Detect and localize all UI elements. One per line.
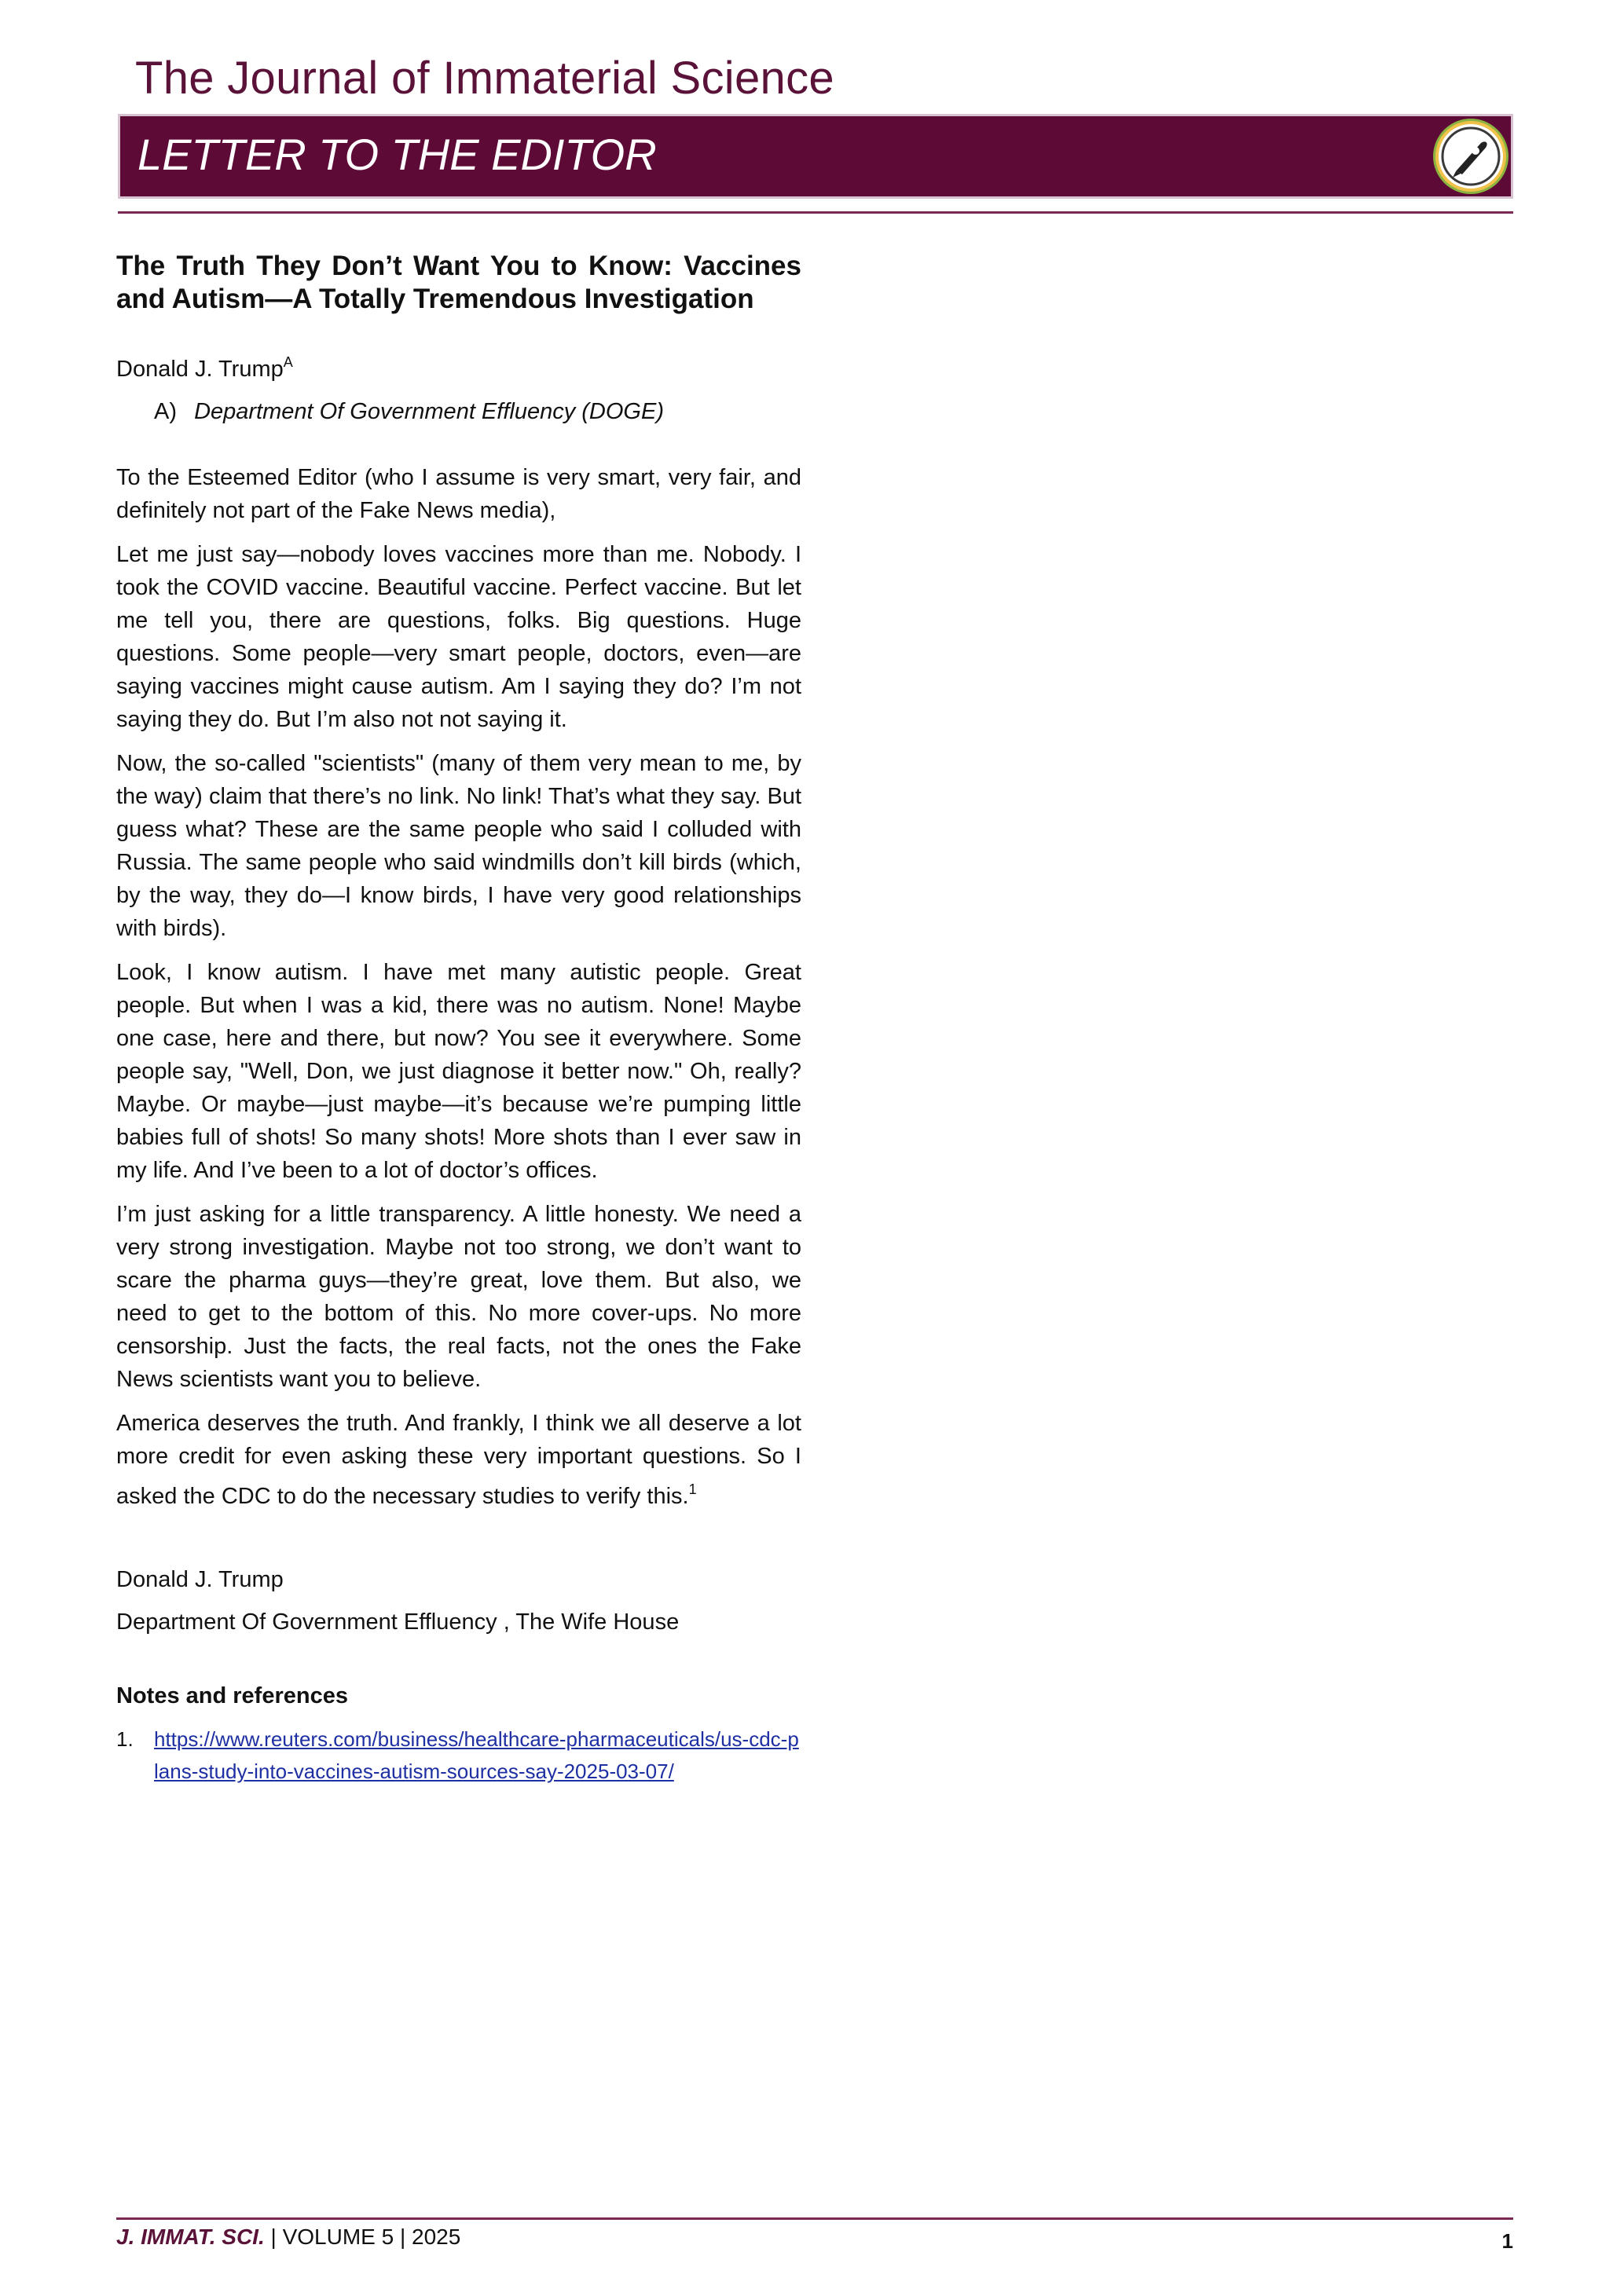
quill-pen-logo-icon xyxy=(1439,124,1503,189)
author-name: Donald J. Trump xyxy=(116,357,284,382)
reference-marker[interactable]: 1 xyxy=(688,1481,697,1497)
reference-link[interactable]: https://www.reuters.com/business/healthcare-pharmaceuticals/us-cdc-plans-study-into-vaccines-autism-sources-say-2025-03-07/ xyxy=(154,1727,799,1783)
affiliation-label: A) xyxy=(154,399,177,424)
signature-name: Donald J. Trump xyxy=(116,1567,284,1592)
reference-item xyxy=(116,1723,801,1788)
affiliation-name: Department Of Government Effluency (DOGE) xyxy=(194,399,664,424)
notes-heading: Notes and references xyxy=(116,1683,348,1708)
article-type-banner xyxy=(118,114,1513,199)
affiliation xyxy=(154,395,801,428)
footer-volume: | VOLUME 5 | 2025 xyxy=(270,2225,461,2249)
signature-department: Department Of Government Effluency , The Wife House xyxy=(116,1609,680,1635)
page-number: 1 xyxy=(1501,2229,1513,2253)
article-title: The Truth They Don’t Want You to Know: Vaccines and Autism—A Totally Tremendous Investigation xyxy=(116,251,801,314)
banner-label: LETTER TO THE EDITOR xyxy=(137,130,657,179)
footer-divider xyxy=(116,2217,1513,2220)
body-paragraph: I’m just asking for a little transparency. A little honesty. We need a very strong investigation. Maybe not too strong, we don’t want to scare the pharma guys—they’re great, love them. But also, we need to get to the bottom of this. No more cover-ups. No more censorship. Just the facts, the real facts, not the ones the Fake News scientists want you to believe. xyxy=(116,1202,801,1392)
reference-number: 1. xyxy=(116,1727,134,1751)
footer-journal-abbrev: J. IMMAT. SCI. xyxy=(116,2225,265,2249)
body-paragraph-final xyxy=(116,1407,801,1513)
final-paragraph-text: America deserves the truth. And frankly, I think we all deserve a lot more credit for even asking these very important questions. So I asked the CDC to do the necessary studies to verify this. xyxy=(116,1411,801,1509)
article-body xyxy=(116,250,801,1788)
body-paragraph: Now, the so-called "scientists" (many of them very mean to me, by the way) claim that there’s no link. No link! That’s what they say. But guess what? These are the same people who said I colluded with Russia. The same people who said windmills don’t kill birds (which, by the way, they do—I know birds, I have very good relationships with birds). xyxy=(116,751,801,941)
body-paragraph: Let me just say—nobody loves vaccines more than me. Nobody. I took the COVID vaccine. Beautiful vaccine. Perfect vaccine. But let me tell you, there are questions, folks. Big questions. Huge questions. Some people—very smart people, doctors, even—are saying vaccines might cause autism. Am I saying they do? I’m not saying they do. But I’m also not not saying it. xyxy=(116,542,801,732)
author-affiliation-marker: A xyxy=(283,354,293,370)
footer-citation xyxy=(116,2225,460,2250)
header-divider xyxy=(118,211,1513,214)
body-paragraph: Look, I know autism. I have met many autistic people. Great people. But when I was a kid, there was no autism. None! Maybe one case, here and there, but now? You see it everywhere. Some people say, "Well, Don, we just diagnose it better now." Oh, really? Maybe. Or maybe—just maybe—it’s because we’re pumping little babies full of shots! So many shots! More shots than I ever saw in my life. And I’ve been to a lot of doctor’s offices. xyxy=(116,960,801,1183)
body-paragraph: To the Esteemed Editor (who I assume is very smart, very fair, and definitely not part of the Fake News media), xyxy=(116,465,801,523)
journal-title: The Journal of Immaterial Science xyxy=(135,53,834,104)
author-line xyxy=(116,346,801,386)
